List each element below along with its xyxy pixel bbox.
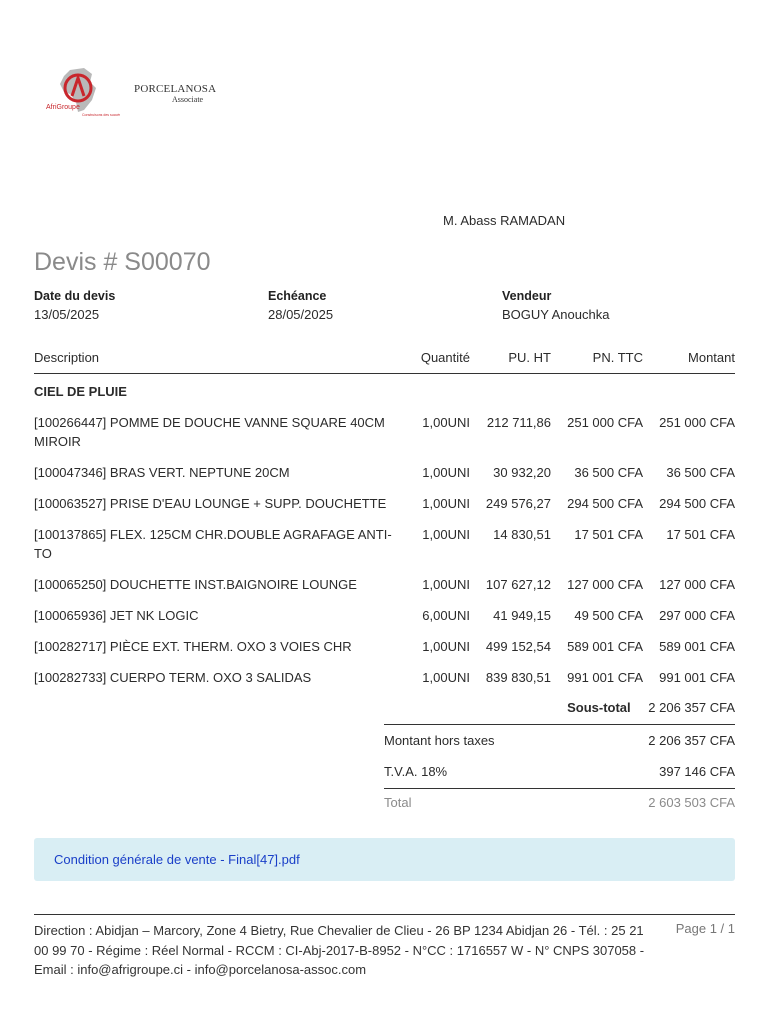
row-quantity: 1,00UNI — [422, 465, 470, 480]
page-number: Page 1 / 1 — [675, 921, 735, 936]
table-row — [34, 635, 735, 666]
row-quantity: 1,00UNI — [422, 670, 470, 685]
row-unit-price: 41 949,15 — [493, 608, 551, 623]
untaxed-label: Montant hors taxes — [384, 733, 495, 748]
quote-date-label: Date du devis — [34, 289, 116, 303]
row-price-ttc: 49 500 CFA — [574, 608, 643, 623]
due-date — [268, 289, 333, 322]
row-description: [100282733] CUERPO TERM. OXO 3 SALIDAS — [34, 670, 312, 685]
row-amount: 297 000 CFA — [659, 608, 735, 623]
row-amount: 17 501 CFA — [666, 527, 735, 542]
porcelanosa-logo — [134, 84, 216, 104]
grand-total — [384, 795, 735, 810]
vendor-label: Vendeur — [502, 289, 552, 303]
table-row — [34, 573, 735, 604]
row-description: [100063527] PRISE D'EAU LOUNGE + SUPP. DOUCHETTE — [34, 496, 387, 511]
section-row — [34, 374, 735, 412]
subtotal-label: Sous-total — [567, 700, 631, 715]
row-unit-price: 839 830,51 — [485, 670, 551, 685]
subtotal-value: 2 206 357 CFA — [648, 700, 735, 715]
porcelanosa-sub: Associate — [172, 95, 204, 104]
row-unit-price: 14 830,51 — [493, 527, 551, 542]
table-row — [34, 492, 735, 523]
table-row — [34, 461, 735, 492]
row-quantity: 1,00UNI — [422, 577, 470, 592]
row-price-ttc: 991 001 CFA — [567, 670, 643, 685]
divider — [384, 724, 735, 725]
table-header-row — [34, 344, 735, 374]
vendor — [502, 289, 609, 322]
afrigroupe-logo — [40, 66, 120, 122]
table-row — [34, 666, 735, 697]
header-price-ttc: PN. TTC — [551, 344, 643, 374]
subtotal — [384, 700, 735, 715]
row-description: [100266447] POMME DE DOUCHE VANNE SQUARE 40CM MIROIR — [34, 415, 385, 449]
header-unit-price: PU. HT — [470, 344, 551, 374]
tax-value: 397 146 CFA — [659, 764, 735, 779]
svg-text:Construisons des succès: Construisons des succès — [82, 113, 120, 117]
terms-link[interactable]: Condition générale de vente - Final[47].pdf — [54, 852, 300, 867]
header-amount: Montant — [643, 344, 735, 374]
vendor-value: BOGUY Anouchka — [502, 307, 610, 322]
total-label: Total — [384, 795, 412, 810]
tax-total — [384, 764, 735, 779]
quote-lines-table — [34, 344, 735, 697]
table-row — [34, 604, 735, 635]
section-title: CIEL DE PLUIE — [34, 384, 127, 399]
row-unit-price: 499 152,54 — [485, 639, 551, 654]
row-quantity: 1,00UNI — [422, 527, 470, 542]
terms-banner — [34, 838, 735, 881]
row-description: [100065936] JET NK LOGIC — [34, 608, 199, 623]
row-amount: 589 001 CFA — [659, 639, 735, 654]
row-unit-price: 212 711,86 — [486, 415, 551, 430]
untaxed-total — [384, 733, 735, 748]
row-quantity: 6,00UNI — [422, 608, 470, 623]
quote-date — [34, 289, 115, 322]
row-quantity: 1,00UNI — [422, 496, 470, 511]
row-description: [100065250] DOUCHETTE INST.BAIGNOIRE LOUNGE — [34, 577, 357, 592]
row-quantity: 1,00UNI — [422, 415, 470, 430]
tax-label: T.V.A. 18% — [384, 764, 448, 779]
row-description: [100047346] BRAS VERT. NEPTUNE 20CM — [34, 465, 290, 480]
due-date-label: Echéance — [268, 289, 327, 303]
row-amount: 251 000 CFA — [659, 415, 735, 430]
row-amount: 127 000 CFA — [659, 577, 735, 592]
due-date-value: 28/05/2025 — [268, 307, 334, 322]
row-quantity: 1,00UNI — [422, 639, 470, 654]
row-unit-price: 30 932,20 — [493, 465, 551, 480]
header-description: Description — [34, 344, 412, 374]
table-row — [34, 523, 735, 573]
row-description: [100282717] PIÈCE EXT. THERM. OXO 3 VOIES CHR — [34, 639, 352, 654]
svg-text:AfriGroupe: AfriGroupe — [46, 104, 80, 111]
total-value: 2 603 503 CFA — [648, 795, 735, 810]
customer-name: M. Abass RAMADAN — [443, 213, 566, 228]
row-price-ttc: 294 500 CFA — [567, 496, 643, 511]
quote-date-value: 13/05/2025 — [34, 307, 100, 322]
row-price-ttc: 589 001 CFA — [567, 639, 643, 654]
row-price-ttc: 17 501 CFA — [574, 527, 643, 542]
divider — [384, 788, 735, 789]
footer-divider — [34, 914, 735, 915]
row-unit-price: 107 627,12 — [485, 577, 551, 592]
header-quantity: Quantité — [412, 344, 470, 374]
row-amount: 991 001 CFA — [659, 670, 735, 685]
row-amount: 36 500 CFA — [666, 465, 735, 480]
porcelanosa-name: PORCELANOSA — [134, 83, 217, 95]
footer-company-info: Direction : Abidjan – Marcory, Zone 4 Bietry, Rue Chevalier de Clieu - 26 BP 1234 Abidjan 26 - Tél. : 25 21 00 99 70 - Régime : Réel Normal - RCCM : CI-Abj-2017-B-8952 - N°CC : 1716557 W - N° CNPS 307058 - Email : info@afrigroupe.ci - info@porcelanosa-assoc.com — [34, 923, 645, 977]
row-description: [100137865] FLEX. 125CM CHR.DOUBLE AGRAFAGE ANTI-TO — [34, 527, 392, 561]
table-row — [34, 411, 735, 461]
row-amount: 294 500 CFA — [659, 496, 735, 511]
row-price-ttc: 127 000 CFA — [567, 577, 643, 592]
row-price-ttc: 251 000 CFA — [567, 415, 643, 430]
row-unit-price: 249 576,27 — [485, 496, 551, 511]
row-price-ttc: 36 500 CFA — [574, 465, 643, 480]
quote-title: Devis # S00070 — [34, 248, 211, 276]
untaxed-value: 2 206 357 CFA — [648, 733, 735, 748]
